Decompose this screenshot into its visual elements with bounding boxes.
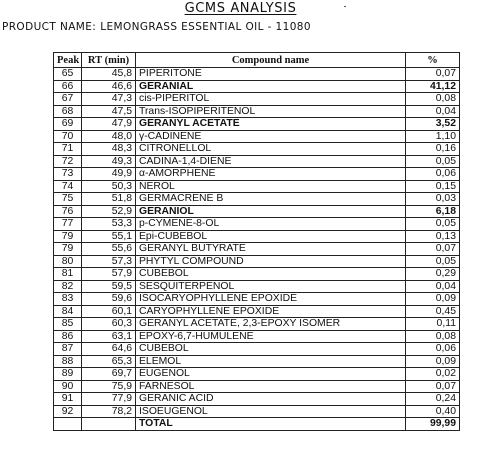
cell-empty: [54, 418, 82, 431]
cell-rt: 49,3: [82, 155, 136, 168]
table-row: [54, 355, 460, 368]
cell-rt: 48,0: [82, 130, 136, 143]
header-peak: Peak: [54, 53, 82, 68]
cell-compound-name: CUBEBOL: [136, 343, 406, 356]
cell-compound-name: EPOXY-6,7-HUMULENE: [136, 330, 406, 343]
cell-rt: 60,1: [82, 305, 136, 318]
cell-compound-name: GERANIAL: [136, 80, 406, 93]
cell-percent: 0,04: [406, 280, 460, 293]
table-row: [54, 130, 460, 143]
table-row: [54, 293, 460, 306]
cell-rt: 45,8: [82, 68, 136, 81]
cell-empty: [82, 418, 136, 431]
table-row: [54, 205, 460, 218]
cell-rt: 50,3: [82, 180, 136, 193]
table-row: [54, 193, 460, 206]
cell-compound-name: SESQUITERPENOL: [136, 280, 406, 293]
cell-peak: 73: [54, 168, 82, 181]
table-row: [54, 218, 460, 231]
cell-rt: 48,3: [82, 143, 136, 156]
header-compound: Compound name: [136, 53, 406, 68]
cell-rt: 52,9: [82, 205, 136, 218]
table-row: [54, 280, 460, 293]
product-name-label: PRODUCT NAME:: [2, 21, 97, 33]
cell-rt: 53,3: [82, 218, 136, 231]
table-row: [54, 168, 460, 181]
cell-percent: 0,40: [406, 405, 460, 418]
cell-percent: 6,18: [406, 205, 460, 218]
cell-peak: 68: [54, 105, 82, 118]
cell-compound-name: ELEMOL: [136, 355, 406, 368]
cell-peak: 79: [54, 243, 82, 256]
cell-compound-name: GERANYL BUTYRATE: [136, 243, 406, 256]
table-row: [54, 155, 460, 168]
cell-peak: 87: [54, 343, 82, 356]
cell-peak: 67: [54, 93, 82, 106]
table-header-row: [54, 53, 460, 68]
cell-percent: 0,29: [406, 268, 460, 281]
cell-rt: 46,6: [82, 80, 136, 93]
cell-peak: 88: [54, 355, 82, 368]
table-row: [54, 255, 460, 268]
cell-percent: 0,05: [406, 218, 460, 231]
cell-percent: 0,03: [406, 193, 460, 206]
cell-rt: 57,3: [82, 255, 136, 268]
cell-compound-name: GERANIOL: [136, 205, 406, 218]
table-body: [54, 68, 460, 431]
table-row: [54, 330, 460, 343]
cell-rt: 55,6: [82, 243, 136, 256]
cell-percent: 0,08: [406, 93, 460, 106]
cell-compound-name: GERANYL ACETATE, 2,3-EPOXY ISOMER: [136, 318, 406, 331]
cell-percent: 0,05: [406, 155, 460, 168]
cell-rt: 47,3: [82, 93, 136, 106]
table-row: [54, 318, 460, 331]
cell-peak: 74: [54, 180, 82, 193]
cell-compound-name: FARNESOL: [136, 380, 406, 393]
table-row: [54, 343, 460, 356]
cell-rt: 59,6: [82, 293, 136, 306]
header-percent: %: [406, 53, 460, 68]
table-row: [54, 180, 460, 193]
cell-compound-name: NEROL: [136, 180, 406, 193]
cell-percent: 0,13: [406, 230, 460, 243]
cell-peak: 86: [54, 330, 82, 343]
table-row: [54, 405, 460, 418]
table-row: [54, 380, 460, 393]
cell-compound-name: ISOCARYOPHYLLENE EPOXIDE: [136, 293, 406, 306]
cell-percent: 0,02: [406, 368, 460, 381]
cell-rt: 75,9: [82, 380, 136, 393]
cell-compound-name: ISOEUGENOL: [136, 405, 406, 418]
header-rt: RT (min): [82, 53, 136, 68]
cell-compound-name: cis-PIPERITOL: [136, 93, 406, 106]
cell-compound-name: p-CYMENE-8-OL: [136, 218, 406, 231]
table-row: [54, 93, 460, 106]
cell-peak: 89: [54, 368, 82, 381]
total-percent: 99,99: [406, 418, 460, 431]
cell-percent: 0,07: [406, 68, 460, 81]
cell-rt: 60,3: [82, 318, 136, 331]
cell-percent: 0,09: [406, 355, 460, 368]
cell-peak: 71: [54, 143, 82, 156]
cell-compound-name: GERANIC ACID: [136, 393, 406, 406]
document-title: GCMS ANALYSIS: [184, 1, 297, 16]
cell-peak: 91: [54, 393, 82, 406]
cell-peak: 83: [54, 293, 82, 306]
table-row: [54, 105, 460, 118]
cell-rt: 77,9: [82, 393, 136, 406]
cell-compound-name: CADINA-1,4-DIENE: [136, 155, 406, 168]
cell-compound-name: CITRONELLOL: [136, 143, 406, 156]
cell-compound-name: EUGENOL: [136, 368, 406, 381]
cell-rt: 55,1: [82, 230, 136, 243]
cell-peak: 69: [54, 118, 82, 131]
table-row: [54, 80, 460, 93]
cell-peak: 84: [54, 305, 82, 318]
table-row: [54, 305, 460, 318]
cell-peak: 65: [54, 68, 82, 81]
cell-compound-name: Trans-ISOPIPERITENOL: [136, 105, 406, 118]
cell-rt: 64,6: [82, 343, 136, 356]
cell-peak: 72: [54, 155, 82, 168]
table-row: [54, 68, 460, 81]
cell-percent: 0,06: [406, 343, 460, 356]
table-row: [54, 268, 460, 281]
stray-mark: [344, 6, 346, 7]
cell-compound-name: PIPERITONE: [136, 68, 406, 81]
cell-rt: 65,3: [82, 355, 136, 368]
product-name-line: [2, 21, 311, 33]
cell-peak: 82: [54, 280, 82, 293]
total-label: TOTAL: [136, 418, 406, 431]
cell-peak: 66: [54, 80, 82, 93]
table-row: [54, 393, 460, 406]
cell-compound-name: CUBEBOL: [136, 268, 406, 281]
table-row: [54, 368, 460, 381]
cell-rt: 47,9: [82, 118, 136, 131]
cell-peak: 76: [54, 205, 82, 218]
table-total-row: [54, 418, 460, 431]
cell-peak: 77: [54, 218, 82, 231]
cell-percent: 0,07: [406, 243, 460, 256]
cell-percent: 0,09: [406, 293, 460, 306]
gcms-table: [53, 52, 460, 431]
cell-percent: 0,16: [406, 143, 460, 156]
cell-percent: 0,08: [406, 330, 460, 343]
cell-percent: 0,04: [406, 105, 460, 118]
cell-compound-name: α-AMORPHENE: [136, 168, 406, 181]
cell-peak: 75: [54, 193, 82, 206]
cell-rt: 49,9: [82, 168, 136, 181]
cell-peak: 80: [54, 255, 82, 268]
cell-percent: 0,05: [406, 255, 460, 268]
cell-rt: 51,8: [82, 193, 136, 206]
cell-peak: 81: [54, 268, 82, 281]
cell-peak: 70: [54, 130, 82, 143]
cell-percent: 3,52: [406, 118, 460, 131]
cell-rt: 63,1: [82, 330, 136, 343]
cell-percent: 0,07: [406, 380, 460, 393]
cell-peak: 79: [54, 230, 82, 243]
cell-percent: 1,10: [406, 130, 460, 143]
cell-rt: 59,5: [82, 280, 136, 293]
cell-compound-name: γ-CADINENE: [136, 130, 406, 143]
cell-rt: 57,9: [82, 268, 136, 281]
cell-percent: 0,45: [406, 305, 460, 318]
cell-rt: 78,2: [82, 405, 136, 418]
cell-compound-name: CARYOPHYLLENE EPOXIDE: [136, 305, 406, 318]
product-name-value: LEMONGRASS ESSENTIAL OIL - 11080: [100, 21, 311, 33]
cell-rt: 69,7: [82, 368, 136, 381]
table-row: [54, 230, 460, 243]
cell-compound-name: PHYTYL COMPOUND: [136, 255, 406, 268]
table-row: [54, 243, 460, 256]
cell-percent: 41,12: [406, 80, 460, 93]
cell-peak: 85: [54, 318, 82, 331]
cell-percent: 0,15: [406, 180, 460, 193]
cell-peak: 92: [54, 405, 82, 418]
cell-compound-name: GERANYL ACETATE: [136, 118, 406, 131]
cell-percent: 0,06: [406, 168, 460, 181]
cell-percent: 0,24: [406, 393, 460, 406]
cell-rt: 47,5: [82, 105, 136, 118]
cell-compound-name: GERMACRENE B: [136, 193, 406, 206]
table-row: [54, 118, 460, 131]
table-row: [54, 143, 460, 156]
cell-peak: 90: [54, 380, 82, 393]
cell-compound-name: Epi-CUBEBOL: [136, 230, 406, 243]
cell-percent: 0,11: [406, 318, 460, 331]
